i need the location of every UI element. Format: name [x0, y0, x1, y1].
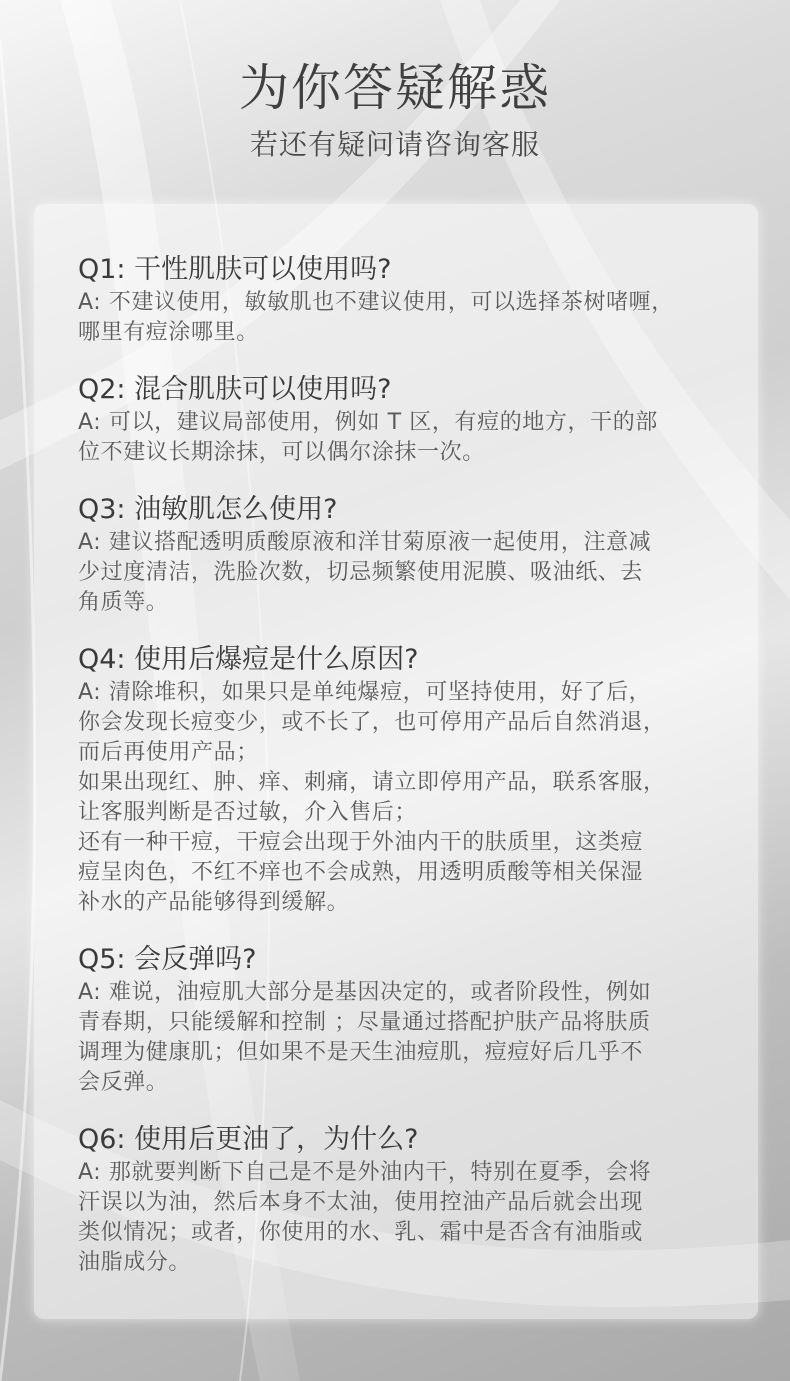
- faq-answer: A: 那就要判断下自己是不是外油内干，特别在夏季，会将 汗误以为油，然后本身不太油，使用控油产品后就会出现 类似情况；或者，你使用的水、乳、霜中是否含有油脂或 油脂成分。: [78, 1160, 652, 1275]
- faq-question: Q1: 干性肌肤可以使用吗?: [78, 254, 392, 285]
- faq-item: [78, 252, 718, 348]
- faq-question: Q2: 混合肌肤可以使用吗?: [78, 374, 392, 405]
- faq-answer: A: 建议搭配透明质酸原液和洋甘菊原液一起使用，注意减 少过度清洁，洗脸次数，切忌频繁使用泥膜、吸油纸、去 角质等。: [78, 530, 652, 615]
- faq-answer: A: 可以，建议局部使用，例如 T 区，有痘的地方，干的部 位不建议长期涂抹，可以偶尔涂抹一次。: [78, 410, 658, 465]
- faq-list: [78, 252, 718, 1278]
- faq-question: Q3: 油敏肌怎么使用?: [78, 494, 338, 525]
- faq-item: [78, 942, 718, 1098]
- faq-answer: A: 不建议使用，敏敏肌也不建议使用，可以选择茶树啫喱， 哪里有痘涂哪里。: [78, 290, 674, 345]
- faq-item: [78, 1122, 718, 1278]
- faq-question: Q6: 使用后更油了，为什么?: [78, 1124, 419, 1155]
- faq-item: [78, 492, 718, 618]
- faq-item: [78, 372, 718, 468]
- faq-question: Q4: 使用后爆痘是什么原因?: [78, 644, 419, 675]
- page-title: 为你答疑解惑: [239, 59, 551, 117]
- faq-item: [78, 642, 718, 918]
- page-subtitle: 若还有疑问请咨询客服: [249, 128, 540, 161]
- faq-question: Q5: 会反弹吗?: [78, 944, 257, 975]
- faq-answer: A: 清除堆积，如果只是单纯爆痘，可坚持使用，好了后， 你会发现长痘变少，或不长了，也可停用产品后自然消退， 而后再使用产品； 如果出现红、肿、痒、刺痛，请立即停用产品，联系客服， 让客服判断是否过敏，介入售后； 还有一种干痘，干痘会出现于外油内干的肤质里，这类痘 痘呈肉色，不红不痒也不会成熟，用透明质酸等相关保湿 补水的产品能够得到缓解。: [78, 680, 666, 915]
- faq-answer: A: 难说，油痘肌大部分是基因决定的，或者阶段性，例如 青春期，只能缓解和控制 ；尽量通过搭配护肤产品将肤质 调理为健康肌；但如果不是天生油痘肌，痘痘好后几乎不 会反弹。: [78, 980, 652, 1095]
